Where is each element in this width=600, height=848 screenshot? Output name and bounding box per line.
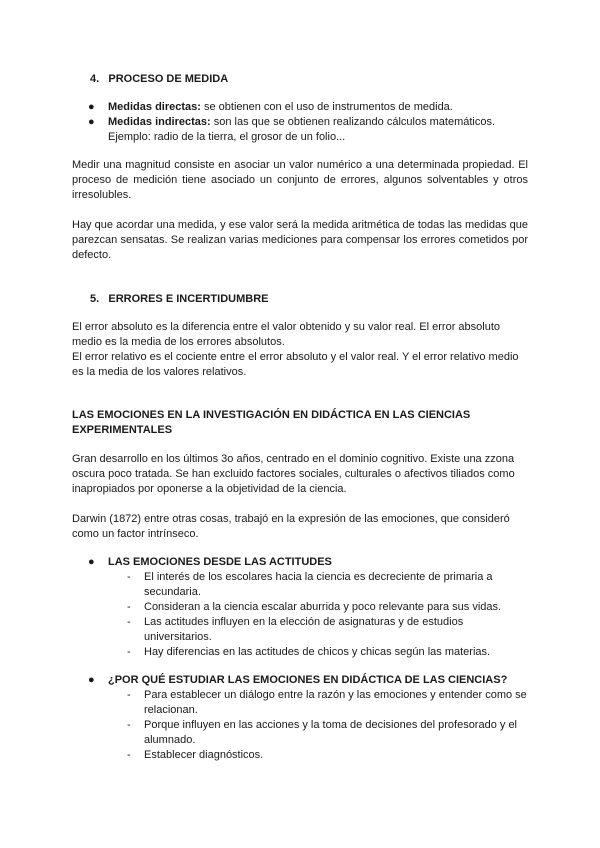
dash-icon: -: [127, 601, 131, 613]
list-item-text: Para establecer un diálogo entre la razón y las emociones y entender como se relacionan.: [144, 689, 527, 716]
section-4-number: 4.: [90, 73, 100, 85]
section-4-heading: [90, 72, 546, 87]
bullet-icon: ●: [88, 101, 95, 113]
emociones-heading: LAS EMOCIONES EN LA INVESTIGACIÓN EN DIDÁCTICA EN LAS CIENCIAS EXPERIMENTALES: [72, 409, 471, 436]
bullet-icon: ●: [88, 116, 95, 128]
bullet-text: son las que se obtienen realizando cálculos matemáticos. Ejemplo: radio de la tierra, el grosor de un folio...: [108, 116, 496, 143]
group-title: LAS EMOCIONES DESDE LAS ACTITUDES: [108, 556, 332, 568]
group-title: ¿POR QUÉ ESTUDIAR LAS EMOCIONES EN DIDÁCTICA DE LAS CIENCIAS?: [108, 674, 508, 686]
dash-icon: -: [127, 616, 131, 628]
bullet-term: Medidas indirectas:: [108, 116, 211, 128]
paragraph: Hay que acordar una medida, y ese valor será la medida aritmética de todas las medidas que parezcan sensatas. Se realizan varias mediciones para compensar los errores cometidos por defecto.: [72, 219, 528, 261]
list-item-text: El interés de los escolares hacia la ciencia es decreciente de primaria a secundaria.: [144, 571, 493, 598]
list-item-text: Consideran a la ciencia escalar aburrida y poco relevante para sus vidas.: [144, 601, 502, 613]
dash-icon: -: [127, 571, 131, 583]
section-5-title: ERRORES E INCERTIDUMBRE: [108, 293, 269, 305]
section-5-number: 5.: [90, 293, 100, 305]
paragraph: El error absoluto es la diferencia entre el valor obtenido y su valor real. El error absoluto medio es la media de los errores absolutos.: [72, 321, 501, 348]
dash-icon: -: [127, 749, 131, 761]
section-4-title: PROCESO DE MEDIDA: [108, 73, 229, 85]
bullet-term: Medidas directas:: [108, 101, 201, 113]
paragraph: Darwin (1872) entre otras cosas, trabajó en la expresión de las emociones, que consideró como un factor intrínseco.: [72, 513, 510, 540]
list-item-text: Porque influyen en las acciones y la toma de decisiones del profesorado y el alumnado.: [144, 719, 518, 746]
bullet-text: se obtienen con el uso de instrumentos de medida.: [200, 101, 453, 113]
list-item-text: Establecer diagnósticos.: [144, 749, 264, 761]
paragraph: Medir una magnitud consiste en asociar un valor numérico a una determinada propiedad. El proceso de medición tiene asociado un conjunto de errores, algunos solventables y otros irresolubles.: [72, 159, 528, 201]
dash-icon: -: [127, 646, 131, 658]
list-item-text: Hay diferencias en las actitudes de chicos y chicas según las materias.: [144, 646, 491, 658]
bullet-icon: ●: [88, 674, 95, 686]
dash-icon: -: [127, 719, 131, 731]
paragraph: El error relativo es el cociente entre el error absoluto y el valor real. Y el error relativo medio es la media de los valores relativos.: [72, 351, 519, 378]
paragraph: Gran desarrollo en los últimos 3o años, centrado en el dominio cognitivo. Existe una zzona oscura poco tratada. Se han excluido factores sociales, culturales o afectivos tiliados como inapropiados por oponerse a la objetividad de la ciencia.: [72, 453, 515, 495]
dash-icon: -: [127, 689, 131, 701]
bullet-icon: ●: [88, 556, 95, 568]
section-5-heading: [90, 292, 546, 307]
list-item-text: Las actitudes influyen en la elección de asignaturas y de estudios universitarios.: [144, 616, 464, 643]
